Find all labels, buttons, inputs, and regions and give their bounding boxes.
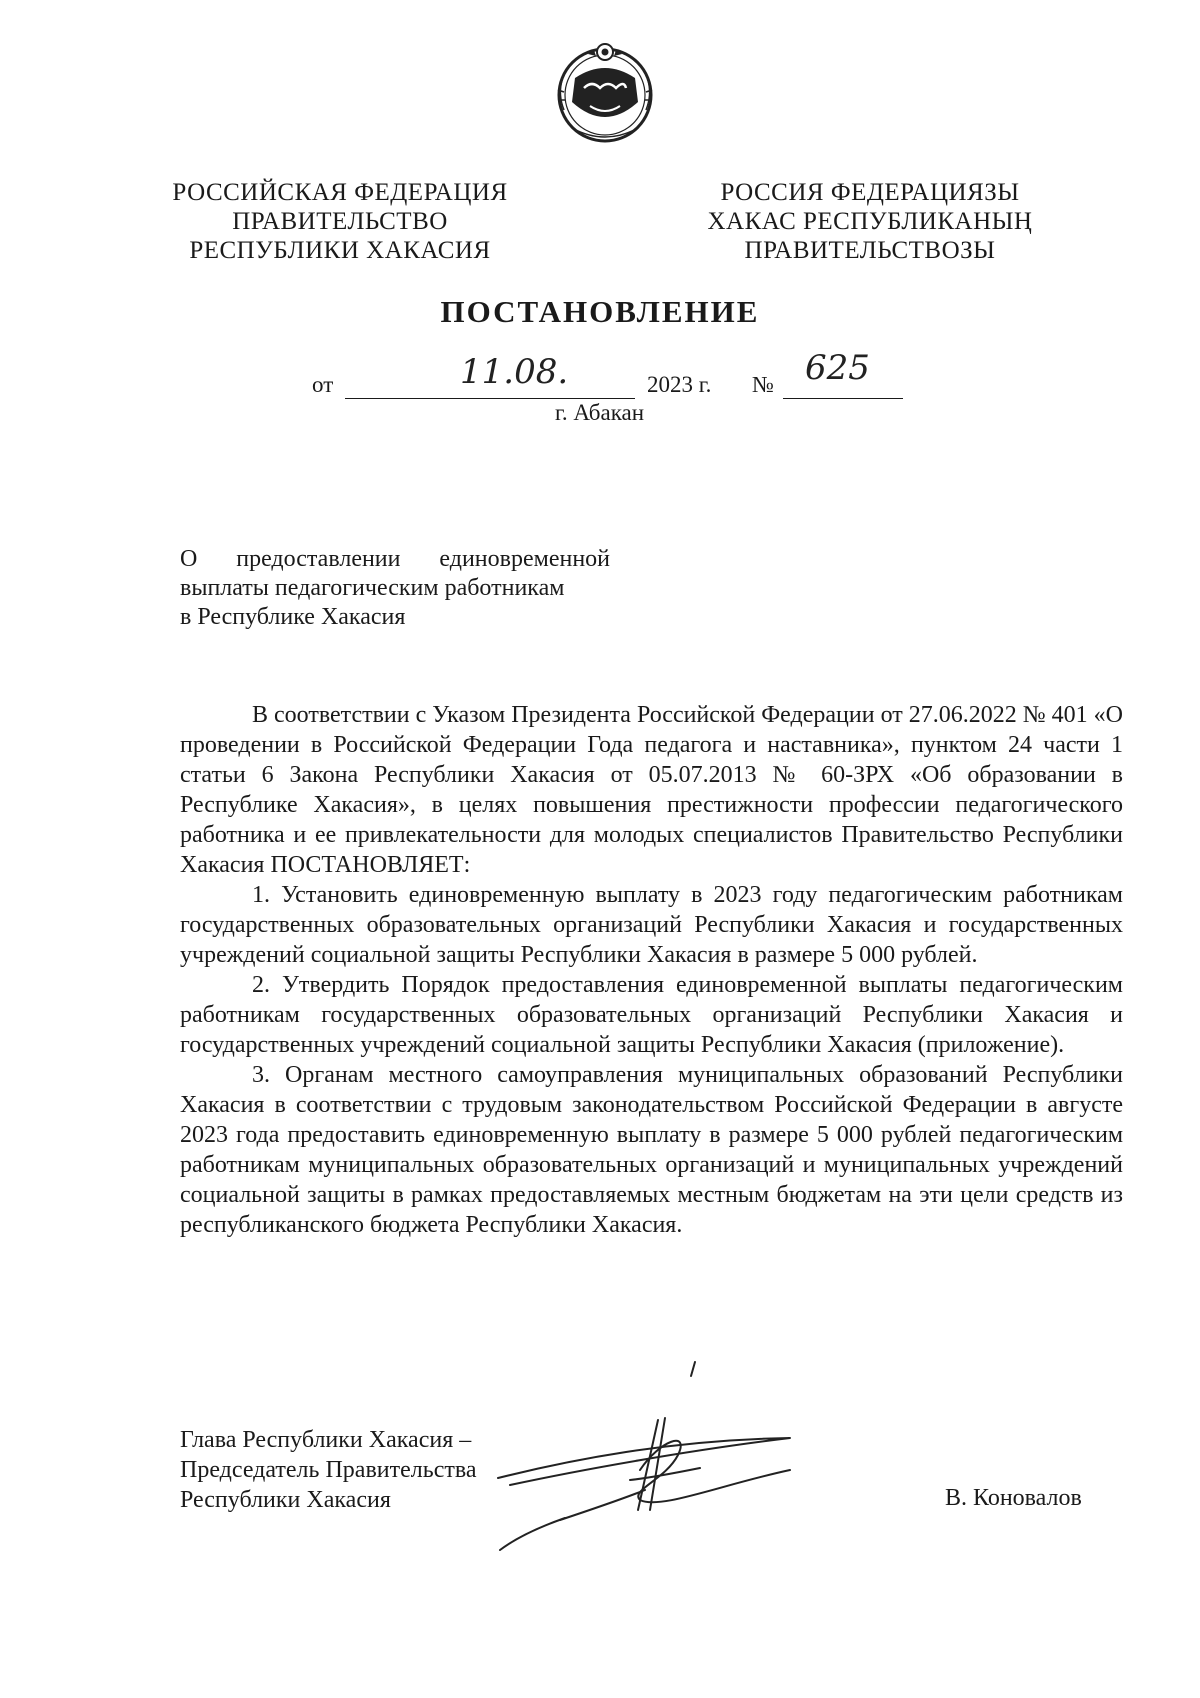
handwritten-number: 625: [805, 348, 870, 388]
handwritten-date: 11.08.: [460, 352, 569, 392]
header-left-block: [120, 178, 560, 265]
handwritten-signature: [490, 1360, 810, 1560]
signatory-title: [180, 1425, 477, 1515]
signatory-title-line-2: Председатель Правительства: [180, 1457, 477, 1483]
header-left-line-3: РЕСПУБЛИКИ ХАКАСИЯ: [189, 237, 491, 264]
header-left-line-2: ПРАВИТЕЛЬСТВО: [232, 208, 448, 235]
date-underline: [345, 398, 635, 399]
date-prefix: от: [312, 372, 334, 397]
subject-line-2: выплаты педагогическим работникам: [180, 575, 565, 601]
signatory-name: В. Коновалов: [945, 1485, 1082, 1511]
header-right-block: [650, 178, 1090, 265]
header-right-line-2: ХАКАС РЕСПУБЛИКАНЫҢ: [707, 208, 1033, 235]
clause-2: 2. Утвердить Порядок предоставления единовременной выплаты педагогическим работникам государственных образовательных организаций Республики Хакасия и государственных учреждений социальной защиты Республики Хакасия (приложение).: [180, 972, 1123, 1058]
document-subject: [180, 545, 610, 632]
number-underline: [783, 398, 903, 399]
signatory-title-line-1: Глава Республики Хакасия –: [180, 1427, 472, 1453]
clause-1: 1. Установить единовременную выплату в 2023 году педагогическим работникам государственных образовательных организаций Республики Хакасия и государственных учреждений социальной защиты Республики Хакасия в размере 5 000 рублей.: [180, 882, 1123, 968]
document-year: 2023 г.: [647, 372, 712, 397]
number-prefix: №: [752, 372, 774, 397]
subject-line-3: в Республике Хакасия: [180, 604, 406, 630]
header-right-line-1: РОССИЯ ФЕДЕРАЦИЯЗЫ: [720, 179, 1020, 206]
date-number-line: [0, 348, 1200, 425]
subject-line-1: О предоставлении единовременной: [180, 546, 610, 572]
document-city: г. Абакан: [555, 400, 645, 425]
preamble-paragraph: В соответствии с Указом Президента Российской Федерации от 27.06.2022 № 401 «О проведении в Российской Федерации Года педагога и наставника», пунктом 24 части 1 статьи 6 Закона Республики Хакасия от 05.07.2013 № 60-ЗРХ «Об образовании в Республике Хакасия», в целях повышения престижности профессии педагогического работника и ее привлекательности для молодых специалистов Правительство Республики Хакасия ПОСТАНОВЛЯЕТ:: [180, 702, 1123, 878]
signatory-title-line-3: Республики Хакасия: [180, 1487, 391, 1513]
coat-of-arms-emblem: [550, 40, 660, 145]
clause-3: 3. Органам местного самоуправления муниципальных образований Республики Хакасия в соответствии с трудовым законодательством Российской Федерации в августе 2023 года предоставить единовременную выплату в размере 5 000 рублей педагогическим работникам муниципальных образовательных организаций и муниципальных учреждений социальной защиты в рамках предоставляемых местным бюджетам на эти цели средств из республиканского бюджета Республики Хакасия.: [180, 1062, 1123, 1238]
document-title: ПОСТАНОВЛЕНИЕ: [440, 294, 760, 329]
document-body: [180, 700, 1123, 1240]
header-right-line-3: ПРАВИТЕЛЬСТВОЗЫ: [744, 237, 996, 264]
header-left-line-1: РОССИЙСКАЯ ФЕДЕРАЦИЯ: [172, 179, 508, 206]
